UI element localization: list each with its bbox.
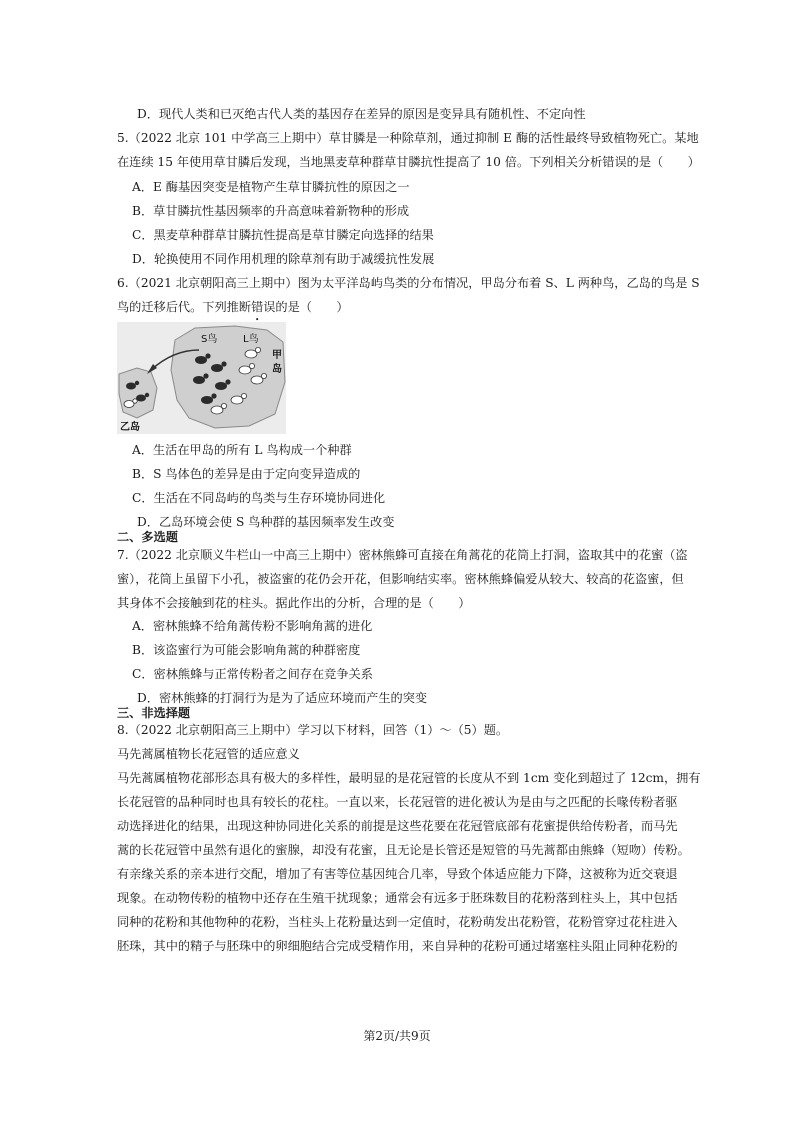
- q8-paragraph-line-6: 现象。在动物传粉的植物中还存在生殖干扰现象；通常会有远多于胚珠数目的花粉落到柱头上，其中包括: [117, 891, 678, 905]
- q8-material-title: 马先蒿属植物长花冠管的适应意义: [117, 747, 300, 761]
- q8-paragraph-line-1: 马先蒿属植物花部形态具有极大的多样性，最明显的是花冠管的长度从不到 1cm 变化到超过了 12cm，拥有: [117, 771, 701, 785]
- map-label-l-bird: L鸟: [243, 334, 259, 345]
- q5-option-a: A．E 酶基因突变是植物产生草甘膦抗性的原因之一: [132, 180, 410, 194]
- q5-stem-line-1: 5.（2022 北京 101 中学高三上期中）草甘膦是一种除草剂，通过抑制 E 酶的活性最终导致植物死亡。某地: [117, 131, 699, 145]
- q5-option-d: D．轮换使用不同作用机理的除草剂有助于减缓抗性发展: [132, 252, 435, 266]
- q5-stem-line-2: 在连续 15 年使用草甘膦后发现，当地黑麦草种群草甘膦抗性提高了 10 倍。下列相关分析错误的是（ ）: [117, 155, 700, 169]
- q5-option-c: C．黑麦草种群草甘膦抗性提高是草甘膦定向选择的结果: [132, 228, 434, 242]
- section-heading-multi-choice: 二、多选题: [117, 530, 178, 544]
- q6-option-c: C．生活在不同岛屿的鸟类与生存环境协同进化: [132, 491, 386, 505]
- q8-paragraph-line-2: 长花冠管的品种同时也具有较长的花柱。一直以来，长花冠管的进化被认为是由与之匹配的长喙传粉者驱: [117, 795, 678, 809]
- section-heading-non-choice: 三、非选择题: [117, 706, 191, 720]
- island-jia: [171, 326, 285, 428]
- q7-stem-line-3: 其身体不会接触到花的柱头。据此作出的分析，合理的是（ ）: [117, 596, 471, 610]
- q4-option-d: D．现代人类和已灭绝古代人类的基因存在差异的原因是变异具有随机性、不定向性: [137, 107, 586, 121]
- q8-paragraph-line-4: 蒿的长花冠管中虽然有退化的蜜腺，却没有花蜜，且无论是长管还是短管的马先蒿都由熊蜂（短吻）传粉。: [117, 843, 690, 857]
- page-footer: 第2页/共9页: [363, 1029, 431, 1043]
- island-bird-map: [117, 322, 286, 434]
- q6-stem-line-1: 6.（2021 北京朝阳高三上期中）图为太平洋岛屿鸟类的分布情况，甲岛分布着 S、L 两种鸟，乙岛的鸟是 S: [117, 276, 700, 290]
- q6-option-a: A．生活在甲岛的所有 L 鸟构成一个种群: [132, 443, 352, 457]
- q7-option-d: D．密林熊蜂的打洞行为是为了适应环境而产生的突变: [137, 691, 428, 705]
- q6-option-b: B．S 鸟体色的差异是由于定向变异造成的: [132, 467, 361, 481]
- q7-option-b: B．该盗蜜行为可能会影响角蒿的种群密度: [132, 643, 361, 657]
- q6-stem-line-2: 鸟的迁移后代。下列推断错误的是（ ）: [117, 300, 349, 314]
- q8-paragraph-line-7: 同种的花粉和其他物种的花粉，当柱头上花粉量达到一定值时，花粉萌发出花粉管，花粉管穿过花柱进入: [117, 915, 678, 929]
- emphasis-char: 错: [251, 300, 264, 314]
- map-label-jia-1: 甲: [272, 350, 282, 361]
- q7-option-a: A．密林熊蜂不给角蒿传粉不影响角蒿的进化: [132, 619, 373, 633]
- q8-paragraph-line-5: 有亲缘关系的亲本进行交配，增加了有害等位基因纯合几率，导致个体适应能力下降，这被称为近交衰退: [117, 867, 678, 881]
- q7-option-c: C．密林熊蜂与正常传粉者之间存在竞争关系: [132, 667, 373, 681]
- q5-option-b: B．草甘膦抗性基因频率的升高意味着新物种的形成: [132, 204, 410, 218]
- island-yi: [119, 368, 157, 418]
- q8-paragraph-line-3: 动选择进化的结果，出现这种协同进化关系的前提是这些花要在花冠管底部有花蜜提供给传粉者，而马先: [117, 819, 678, 833]
- q8-stem: 8.（2022 北京朝阳高三上期中）学习以下材料，回答（1）～（5）题。: [117, 723, 509, 737]
- map-label-yi: 乙岛: [120, 422, 140, 433]
- q8-paragraph-line-8: 胚珠，其中的精子与胚珠中的卵细胞结合完成受精作用，来自异种的花粉可通过堵塞柱头阻止同种花粉的: [117, 939, 678, 953]
- q7-stem-line-2: 蜜），花筒上虽留下小孔，被盗蜜的花仍会开花，但影响结实率。密林熊蜂偏爱从较大、较高的花盗蜜，但: [117, 572, 684, 586]
- map-label-jia-2: 岛: [272, 364, 282, 375]
- q6-option-d: D．乙岛环境会使 S 鸟种群的基因频率发生改变: [137, 515, 395, 529]
- map-label-s-bird: S鸟: [201, 334, 218, 345]
- q7-stem-line-1: 7.（2022 北京顺义牛栏山一中高三上期中）密林熊蜂可直接在角蒿花的花筒上打洞，盗取其中的花蜜（盗: [117, 548, 688, 562]
